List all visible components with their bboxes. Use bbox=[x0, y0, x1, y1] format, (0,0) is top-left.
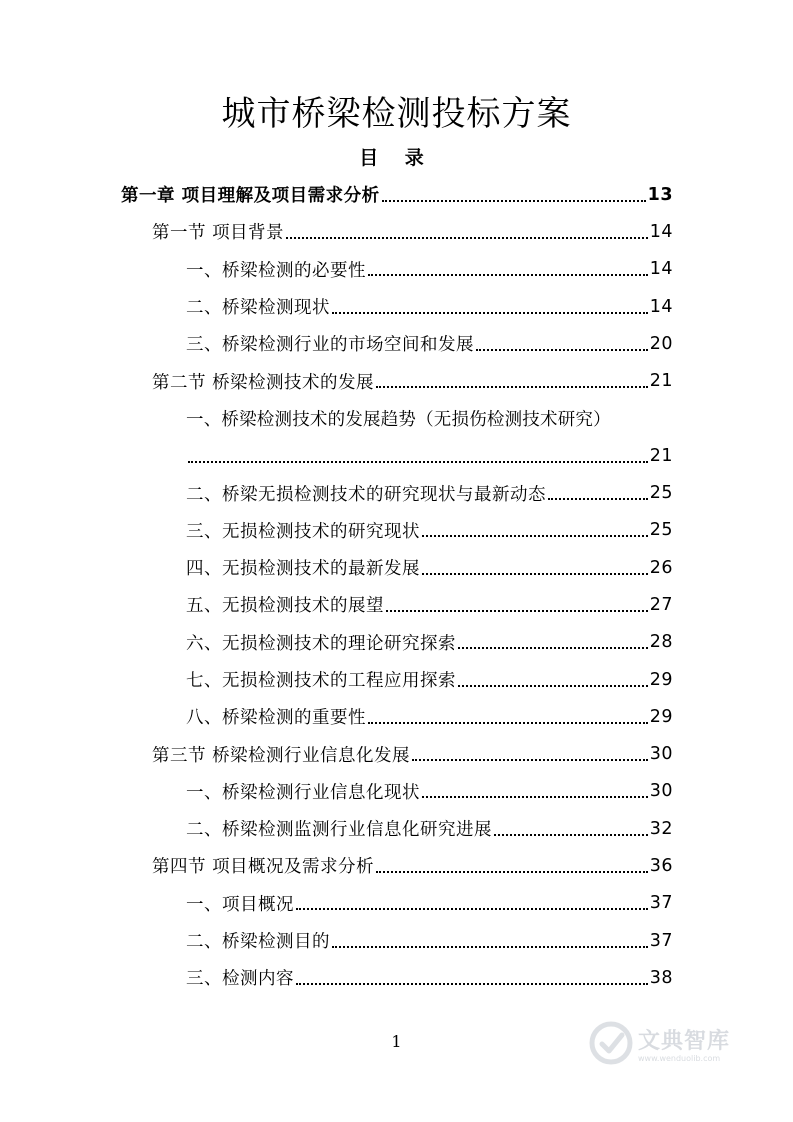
toc-entry-item[interactable] bbox=[186, 288, 673, 325]
toc-leader-dots bbox=[332, 946, 648, 948]
toc-entry-text: 第二节 桥梁检测技术的发展 bbox=[152, 372, 375, 393]
toc-entry-page: 30 bbox=[649, 744, 673, 765]
toc-entry-text: 三、桥梁检测行业的市场空间和发展 bbox=[186, 335, 474, 356]
toc-leader-dots bbox=[494, 834, 648, 836]
toc-entry-page: 25 bbox=[649, 520, 673, 541]
toc-entry-text: 四、无损检测技术的最新发展 bbox=[186, 559, 420, 580]
toc-leader-dots bbox=[376, 386, 648, 388]
toc-entry-text: 二、桥梁无损检测技术的研究现状与最新动态 bbox=[186, 484, 546, 505]
toc-entry-text: 一、桥梁检测技术的发展趋势（无损伤检测技术研究） bbox=[186, 409, 611, 430]
toc-entry-text: 三、无损检测技术的研究现状 bbox=[186, 521, 420, 542]
toc-entry-page: 32 bbox=[649, 818, 673, 839]
toc-entry-item[interactable] bbox=[186, 474, 673, 511]
toc-leader-dots bbox=[368, 722, 648, 724]
toc-entry-page: 20 bbox=[649, 333, 673, 354]
toc-entry-page: 29 bbox=[649, 669, 673, 690]
toc-entry-text: 五、无损检测技术的展望 bbox=[186, 596, 384, 617]
toc-entry-item[interactable] bbox=[186, 959, 673, 996]
toc-entry-text: 第一节 项目背景 bbox=[152, 223, 285, 244]
toc-leader-dots bbox=[296, 908, 648, 910]
toc-entry-text: 一、项目概况 bbox=[186, 894, 294, 915]
toc-entry-section-3[interactable] bbox=[152, 735, 673, 772]
toc-leader-dots bbox=[296, 983, 648, 985]
toc-leader-dots bbox=[188, 461, 648, 463]
toc-leader-dots bbox=[382, 200, 646, 202]
toc-entry-page: 36 bbox=[649, 855, 673, 876]
toc-entry-page: 30 bbox=[649, 781, 673, 802]
toc-entry-page: 21 bbox=[649, 445, 673, 466]
toc-entry-item[interactable] bbox=[186, 586, 673, 623]
table-of-contents bbox=[0, 176, 793, 997]
toc-entry-item[interactable] bbox=[186, 885, 673, 922]
toc-entry-text: 第四节 项目概况及需求分析 bbox=[152, 857, 375, 878]
toc-entry-continuation[interactable] bbox=[186, 437, 673, 474]
document-title: 城市桥梁检测投标方案 bbox=[221, 94, 572, 134]
toc-entry-section-4[interactable] bbox=[152, 847, 673, 884]
toc-entry-item[interactable] bbox=[186, 251, 673, 288]
toc-leader-dots bbox=[376, 871, 648, 873]
toc-entry-item[interactable] bbox=[186, 698, 673, 735]
toc-entry-section-1[interactable] bbox=[152, 213, 673, 250]
toc-entry-text: 二、桥梁检测监测行业信息化研究进展 bbox=[186, 820, 492, 841]
toc-heading: 目 录 bbox=[359, 147, 434, 169]
wendian-logo-icon bbox=[588, 1020, 634, 1066]
toc-entry-text: 一、桥梁检测的必要性 bbox=[186, 260, 366, 281]
watermark-url: www.wenduolib.com bbox=[638, 1053, 721, 1063]
toc-entry-item-wrapped[interactable] bbox=[186, 400, 673, 437]
toc-entry-text: 第一章 项目理解及项目需求分析 bbox=[121, 186, 380, 207]
toc-entry-text: 六、无损检测技术的理论研究探索 bbox=[186, 633, 456, 654]
toc-entry-page: 37 bbox=[649, 930, 673, 951]
toc-leader-dots bbox=[458, 647, 648, 649]
toc-entry-chapter-1[interactable] bbox=[121, 176, 673, 213]
toc-entry-item[interactable] bbox=[186, 922, 673, 959]
toc-entry-text: 二、桥梁检测现状 bbox=[186, 298, 330, 319]
toc-entry-text: 七、无损检测技术的工程应用探索 bbox=[186, 671, 456, 691]
toc-entry-item[interactable] bbox=[186, 325, 673, 362]
toc-entry-page: 38 bbox=[649, 967, 673, 988]
toc-entry-page: 14 bbox=[649, 259, 673, 280]
toc-leader-dots bbox=[548, 498, 648, 500]
toc-leader-dots bbox=[422, 573, 648, 575]
toc-leader-dots bbox=[386, 610, 648, 612]
toc-entry-page: 14 bbox=[649, 221, 673, 242]
toc-entry-page: 25 bbox=[649, 483, 673, 504]
toc-leader-dots bbox=[458, 685, 648, 687]
toc-entry-page: 14 bbox=[649, 296, 673, 317]
toc-leader-dots bbox=[422, 796, 648, 798]
toc-entry-item[interactable] bbox=[186, 512, 673, 549]
toc-entry-item[interactable] bbox=[186, 773, 673, 810]
toc-entry-item[interactable] bbox=[186, 661, 673, 698]
watermark-name: 文典智库 bbox=[638, 1028, 731, 1054]
toc-entry-item[interactable] bbox=[186, 549, 673, 586]
toc-entry-text: 八、桥梁检测的重要性 bbox=[186, 708, 366, 729]
toc-entry-page: 26 bbox=[649, 557, 673, 578]
toc-leader-dots bbox=[286, 237, 648, 239]
toc-entry-page: 29 bbox=[649, 706, 673, 727]
toc-entry-item[interactable] bbox=[186, 624, 673, 661]
toc-entry-section-2[interactable] bbox=[152, 362, 673, 399]
toc-entry-page: 27 bbox=[649, 594, 673, 615]
toc-entry-text: 第三节 桥梁检测行业信息化发展 bbox=[152, 745, 411, 766]
toc-leader-dots bbox=[422, 535, 648, 537]
toc-entry-page: 21 bbox=[649, 371, 673, 392]
toc-entry-text: 三、检测内容 bbox=[186, 969, 294, 990]
page-number: 1 bbox=[391, 1032, 402, 1051]
toc-entry-text: 一、桥梁检测行业信息化现状 bbox=[186, 782, 420, 803]
toc-entry-page: 13 bbox=[647, 184, 673, 205]
toc-entry-text: 二、桥梁检测目的 bbox=[186, 932, 330, 953]
toc-leader-dots bbox=[332, 312, 648, 314]
toc-entry-page: 28 bbox=[649, 632, 673, 653]
toc-leader-dots bbox=[368, 274, 648, 276]
watermark bbox=[588, 1020, 730, 1066]
toc-entry-page: 37 bbox=[649, 893, 673, 914]
toc-entry-item[interactable] bbox=[186, 810, 673, 847]
toc-leader-dots bbox=[476, 349, 648, 351]
watermark-text bbox=[638, 1024, 730, 1063]
toc-leader-dots bbox=[412, 759, 648, 761]
